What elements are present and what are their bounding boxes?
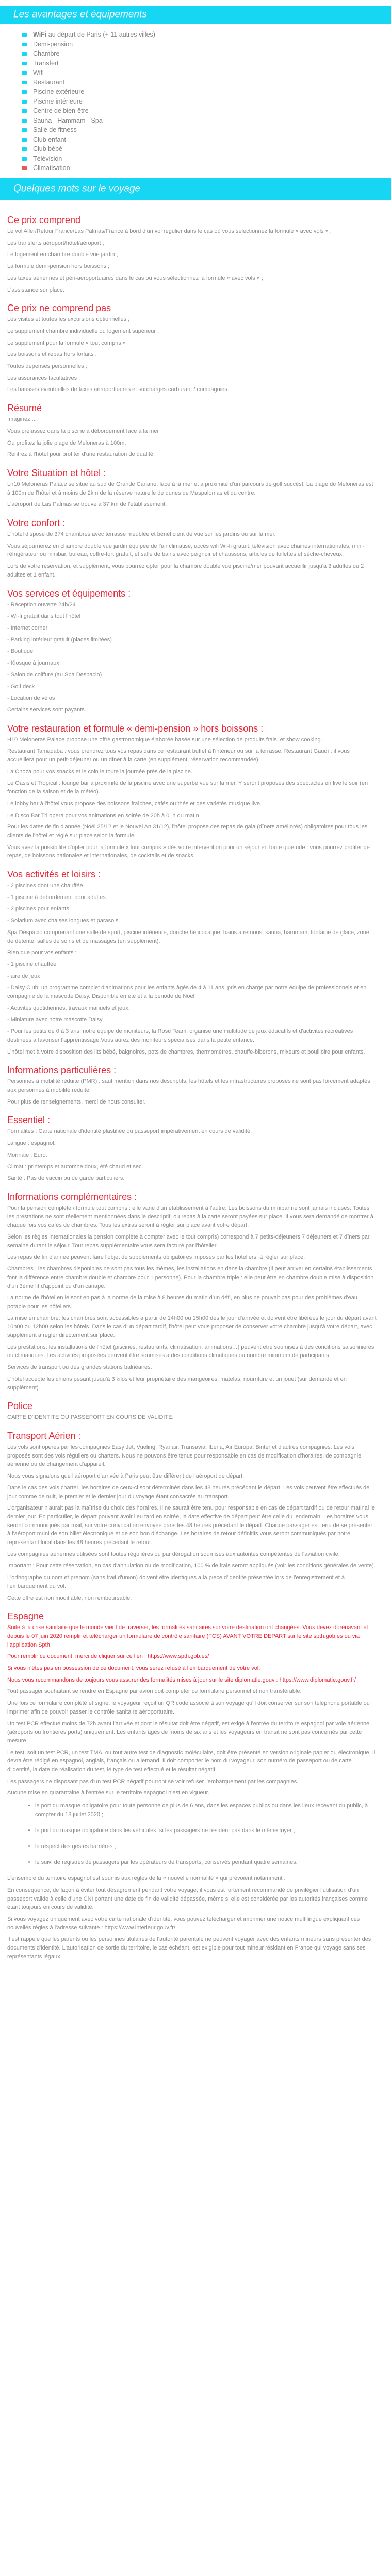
section-text: L'assistance sur place. xyxy=(7,286,64,293)
rules-list-item: • le respect des gestes barrières ; xyxy=(35,1842,377,1851)
amenity-item: Salle de fitness xyxy=(0,125,391,135)
amenity-item: Club bébé xyxy=(0,144,391,154)
section-text: Les repas de fin d'année peuvent faire l'objet de suppléments obligatoires imposés par les hôteliers, à régler sur place. xyxy=(7,1254,305,1261)
amenities-banner xyxy=(0,6,391,24)
section-text: En conséquence, de façon à éviter tout désagrément pendant votre voyage, il vous est fortement recommandé de privilégier l'utilisation d'un passeport valide à celle d'une CNI portant une date de fin de validité dépassée, même si elle est considérée par les autorités françaises comme étant toujours en cours de validité. xyxy=(7,1887,368,1911)
section-text: Si vous voyagez uniquement avec votre carte nationale d'identité, vous pouvez télécharger et imprimer une notice multilingue expliquant ces nouvelles règles à l'adresse suivante : https://www.interieur.gouv.fr/ xyxy=(7,1916,360,1931)
section-text: Lh10 Meloneras Palace se situe au sud de Grande Canarie, face à la mer et à proximité d'un parcours de golf succès!. La plage de Meloneras est à 100m de l'hôtel et à moins de 2km de la réserve naturelle de dunes de Maspalomas et du centre. xyxy=(7,481,373,496)
section-title: Vos services et équipements : xyxy=(7,588,131,599)
section-title: Essentiel : xyxy=(7,1115,51,1126)
section-text: Les assurances facultatives ; xyxy=(7,375,80,381)
section-text: Restaurant Tamadaba : vous prendrez tous vos repas dans ce restaurant buffet à l'intérieur ou sur la terrasse. Restaurant Gaudí : il vous accueillera pour un petit-déjeuner ou un dîner à la carte (en supplément, réservation recommandée). xyxy=(7,748,350,764)
section-text: Un test PCR effectué moins de 72h avant l'arrivée et dont le résultat doit être négatif, est exigé à l'entrée du territoire espagnol par voie aérienne (aéroports ou frontières ports) uniquement. Les enfants âgés de moins de six ans et les voyageurs en transit ne sont pas concernés par cette mesure. xyxy=(7,1720,370,1744)
amenity-item: Club enfant xyxy=(0,135,391,145)
section-text: - Location de vélos xyxy=(7,695,55,702)
section-text: Santé : Pas de vaccin ou de garde particuliers. xyxy=(7,1175,125,1182)
amenity-item: Restaurant xyxy=(0,78,391,88)
section-text: La Choza pour vos snacks et le coin le toute la journée près de la piscine. xyxy=(7,768,192,775)
section-text: Certains services sont payants. xyxy=(7,706,86,713)
trip-details xyxy=(0,200,391,1964)
section-text: Important : Pour cette réservation, en cas d'annulation ou de modification, 100 % de frais seront appliqués (voir les conditions générales de vente). xyxy=(7,1563,376,1569)
section-text: Le Disco Bar Tri opera pour vos animations en soirée de 20h à 01h du matin. xyxy=(7,812,201,819)
section-text: L'aéroport de Las Palmas se trouve à 37 km de l'établissement. xyxy=(7,501,167,508)
section-text: Le supplément pour la formule « tout compris » ; xyxy=(7,340,129,346)
section-text: Les passagers ne disposant pas d'un test PCR négatif pourront se voir refuser l'embarquement par les compagnies. xyxy=(7,1778,299,1785)
section-text: Cette offre est non modifiable, non remboursable. xyxy=(7,1595,132,1601)
section-text: L'hôtel dispose de 374 chambres avec terrasse meublée et bénéficient de vue sur les jardins ou sur la mer. xyxy=(7,531,276,538)
section-text: - Miniature avec notre mascotte Daisy. xyxy=(7,1016,104,1023)
rules-list-item: • le port du masque obligatoire pour toute personne de plus de 6 ans, dans les espaces publics ou dans les lieux recevant du public, à compter du 18 juillet 2020 ; xyxy=(35,1802,377,1819)
section-text: Le logement en chambre double vue jardin ; xyxy=(7,251,118,258)
section-text: Les vols sont opérés par les compagnies Easy Jet, Vueling, Ryanair, Transavia, Iberia, Air Europa, Binter et d'autres compagnies. Les vols proposés sont des vols réguliers ou charters. Nous ne pouvons être tenus pour responsable en cas de modification d'horaires, de compagnie aérienne ou de changement d'appareil. xyxy=(7,1444,362,1468)
section-text: Les boissons et repas hors forfaits ; xyxy=(7,351,97,358)
section-text: Dans le cas des vols charter, les horaires de ceux-ci sont déterminés dans les 48 heures précédant le départ. Les vols peuvent être effectués de jour comme de nuit, le premier et le dernier jour du voyage étant consacrés au transport. xyxy=(7,1484,370,1500)
section-text: - Solarium avec chaises longues et parasols xyxy=(7,918,119,924)
section-text: - Boutique xyxy=(7,648,34,655)
section-text: Nous vous recommandons de toujours vous assurer des formalités mises à jour sur le site diplomatie.gouv : https://www.diplomatie.gouv.fr/ xyxy=(7,1676,356,1683)
section-text: Rentrez à l'hôtel pour profiter d'une restauration de qualité. xyxy=(7,451,155,458)
section-text: Pour remplir ce document, merci de cliquer sur ce lien : https://www.spth.gob.es/ xyxy=(7,1653,209,1660)
info-banner xyxy=(0,178,391,200)
section-text: Langue : espagnol. xyxy=(7,1140,56,1147)
section-title: Votre Situation et hôtel : xyxy=(7,467,106,478)
section-text: Le vol Aller/Retour France/Las Palmas/France à bord d'un vol régulier dans le cas où vous sélectionnez la formule « avec vols » ; xyxy=(7,228,332,234)
section-text: Tout passager souhaitant se rendre en Espagne par avion doit compléter ce formulaire personnel et non transférable. xyxy=(7,1688,302,1695)
section-text: Les hausses éventuelles de taxes aéroportuaires et surcharges carburant / compagnies. xyxy=(7,386,229,393)
info-title: Quelques mots sur le voyage xyxy=(13,183,141,194)
section-text: Ou profitez la jolie plage de Meloneras à 100m. xyxy=(7,439,126,446)
section-title: Informations particulières : xyxy=(7,1065,117,1076)
section-text: Aucune mise en quarantaine à l'entrée sur le territoire espagnol n'est en vigueur. xyxy=(7,1790,209,1797)
section-text: Monnaie : Euro. xyxy=(7,1151,47,1158)
section-text: Personnes à mobilité réduite (PMR) : sauf mention dans nos descriptifs, les hôtels et les infrastructures proposés ne sont pas forcément adaptés aux personnes à mobilité réduite. xyxy=(7,1078,370,1093)
amenity-item: Wifi xyxy=(0,68,391,78)
amenity-item: Centre de bien-être xyxy=(0,106,391,116)
section-text: Climat : printemps et automne doux, été chaud et sec. xyxy=(7,1163,143,1170)
section-text: Toutes dépenses personnelles ; xyxy=(7,363,87,370)
section-text: Les prestations: les installations de l'hôtel (piscines, restaurants, climatisation, animations…) peuvent être soumises à des conditions saisonnières ou climatiques. Les activités proposées peuvent être soumises à des conditions climatiques ou nombre minimum de participants. xyxy=(7,1344,374,1359)
section-text: L'hôtel met à votre disposition des lits bébé, baignoires, pots de chambres, thermomètres, chauffe-biberons, mixeurs et bouilloire pour enfants. xyxy=(7,1048,365,1055)
section-text: Chambres : les chambres disponibles ne sont pas tous les mêmes, les installations en dans la chambre (il peut arriver en certains établissements font la différence entre chambre double et chambre pour 1 personne). Pour la chambre triple : elle peut être en chambre double mise à disposition d'un 3ème lit d'appoint ou d'un canapé. xyxy=(7,1266,374,1290)
section-text: Si vous n'êtes pas en possession de ce document, vous serez refusé à l'embarquement de votre vol. xyxy=(7,1665,260,1672)
section-title: Résumé xyxy=(7,403,42,414)
rules-list-item: • le port du masque obligatoire dans les véhicules, si les passagers ne résident pas dans le même foyer ; xyxy=(35,1826,377,1835)
section-text: Il est rappelé que les parents ou les personnes titulaires de l'autorité parentale ne peuvent voyager avec des enfants mineurs sans présenter des documents d'identité. L'autorisation de sortie du territoire, le cas échéant, est exigible pour tout mineur résidant en France qui voyage sans ses représentants légaux. xyxy=(7,1936,371,1960)
section-text: Les compagnies aériennes utilisées sont toutes régulières ou par dérogation soumises aux autorités compétentes de l'aviation civile. xyxy=(7,1551,340,1557)
section-text: - Salon de coiffure (au Spa Despacio) xyxy=(7,671,102,678)
section-text: - 2 piscines pour enfants xyxy=(7,906,69,912)
section-text: CARTE D'IDENTITE OU PASSEPORT EN COURS DE VALIDITE. xyxy=(7,1414,174,1421)
section-text: - Activités quotidiennes, travaux manuels et jeux. xyxy=(7,1005,130,1011)
section-title: Informations complémentaires : xyxy=(7,1191,137,1202)
rules-list xyxy=(7,1802,377,1867)
section-text: La norme de l'hôtel en le sont en pas à la norme de la mise à 8 heures du matin d'un défi, en plus ne pouvait pas pour des problèmes d'eau potable pour les hôteliers. xyxy=(7,1295,357,1310)
section-text: Le Oasis et Tropical : lounge bar à proximité de la piscine avec une superbe vue sur la mer. Y seront proposés des spectacles en live le soir (en fonction de la saison et de la météo). xyxy=(7,780,368,795)
section-text: L'hôtel accepte les chiens pesant jusqu'à 3 kilos et leur propriétaire des mangeoires, matelas, nourriture et un jouet (sur demande et en supplément). xyxy=(7,1376,347,1391)
section-text: L'organisateur n'aurait pas la maîtrise du choix des horaires. Il ne saurait être tenu pour responsable en cas de départ tardif ou de retour matinal le dernier jour. En particulier, le départ pouvant avoir lieu tard en soirée, la date effective de départ peut être celle du lendemain. Les horaires vous seront communiqués par mail, sur votre convocation envoyée dans les 48 heures précédant le départ. Chaque passager est tenu de se présenter à l'aéroport muni de son billet électronique et de son bon d'échange. Les horaires de retour définitifs vous seront communiqués par notre représentant local dans les 48 heures précédant le retour. xyxy=(7,1505,375,1546)
section-text: Vous prélassez dans la piscine à débordement face à la mer xyxy=(7,428,159,434)
section-text: Services de transport ou des grandes stations balnéaires. xyxy=(7,1364,152,1371)
section-title: Transport Aérien : xyxy=(7,1430,81,1441)
amenities-title: Les avantages et équipements xyxy=(13,9,147,20)
section-text: H10 Meloneras Palace propose une offre gastronomique élaborée basée sur une sélection de produits frais, et show cooking. xyxy=(7,736,322,743)
section-text: - Daisy Club: un programme complet d'animations pour les enfants âgés de 4 à 11 ans, pris en charge par notre équipe de professionnels et en compagnie de la mascotte Daisy. Disponible en été et à la période de Noël. xyxy=(7,985,367,1000)
amenity-item: Télévision xyxy=(0,154,391,164)
section-text: La mise en chambre: les chambres sont accessibles à partir de 14h00 ou 15h00 dès le jour d'arrivée et doivent être libérées le jour du départ avant 10h00 ou 12h00 selon les hôtels. Dans le cas d'un départ tardif, l'hôtel peut vous proposer de conserver votre chambre jusqu'à votre départ, avec supplément à régler directement sur place. xyxy=(7,1315,377,1339)
section-title: Ce prix comprend xyxy=(7,215,81,225)
section-text: Les taxes aériennes et péri-aéroportuaires dans le cas où vous sélectionnez la formule « avec vols » ; xyxy=(7,275,263,281)
section-title: Votre confort : xyxy=(7,518,66,529)
section-text: Les transferts aéroport/hôtel/aéroport ; xyxy=(7,240,104,246)
amenities-list xyxy=(0,30,391,173)
section-text: Rien que pour vos enfants : xyxy=(7,950,77,956)
section-text: - Parking intérieur gratuit (places limitées) xyxy=(7,636,112,643)
section-text: - Pour les petits de 0 à 3 ans, notre équipe de moniteurs, la Rose Team, organise une multitude de jeux éducatifs et d'activités récréatives destinées à favoriser l'apprentissage.Vous aurez des moniteurs spécialisés dans la petite enfance. xyxy=(7,1028,353,1043)
section-text: Les visites et toutes les excursions optionnelles ; xyxy=(7,316,130,323)
section-text: Nous vous signalons que l'aéroport d'arrivée à Paris peut être différent de l'aéroport de départ. xyxy=(7,1473,245,1480)
section-text: Selon les règles internationales la pension complète à compter avec le tout compris) correspond à 7 petits-déjeuners 7 déjeuners et 7 dîners par semaine durant le séjour. Tout repas supplémentaire vous sera facturé par l'hôtelier. xyxy=(7,1234,370,1249)
section-title: Votre restauration et formule « demi-pension » hors boissons : xyxy=(7,723,264,734)
wifi-note: au départ de Paris (+ 11 autres villes) xyxy=(48,31,155,38)
section-title: Vos activités et loisirs : xyxy=(7,869,101,880)
section-title: Police xyxy=(7,1401,33,1412)
amenity-item: Transfert xyxy=(0,59,391,69)
section-text: Pour plus de renseignements, merci de nous consulter. xyxy=(7,1098,146,1105)
section-text: - Kiosque à journaux xyxy=(7,660,59,667)
section-text: Spa Despacio comprenant une salle de sport, piscine intérieure, douche hélicocaque, bains à remous, sauna, hammam, fontaine de glace, zone de détente, salles de soins et de massages (en supplément). xyxy=(7,929,369,944)
amenity-item: Chambre xyxy=(0,49,391,59)
section-text: Pour les dates de fin d'année (Noël 25/12 et le Nouvel An 31/12), l'hôtel propose des repas de gala (dîners améliorés) obligatoires pour tous les clients de l'hôtel et réglé sur place selon la formule. xyxy=(7,824,368,839)
rules-list-item: • le suivi de registres de passagers par les opérateurs de transports, conservés pendant quatre semaines. xyxy=(35,1858,377,1867)
section-text: - aire de jeux xyxy=(7,973,40,979)
section-text: Formalités : Carte nationale d'identité plastifiée ou passeport impérativement en cours de validité. xyxy=(7,1128,252,1135)
amenity-item: Climatisation xyxy=(0,163,391,173)
section-text: Suite à la crise sanitaire que le monde vient de traverser, les formalités sanitaires sur votre destination ont changées. Vous devez dorénavant et depuis le 07 juin 2020 remplir et télécharger un formulaire de contrôle sanitaire (FCS) AVANT VOTRE DEPART sur le site spth.gob.es ou via l'application Spth. xyxy=(7,1624,368,1648)
section-text: L'orthographe du nom et prénom (sans trait d'union) doivent être identiques à la pièce d'identité présentée lors de l'enregistrement et à l'embarquement du vol. xyxy=(7,1574,345,1589)
section-text: - Internet corner xyxy=(7,624,48,631)
amenity-item: Piscine extérieure xyxy=(0,87,391,97)
amenity-wifi xyxy=(0,30,391,40)
section-text: Le supplément chambre individuelle ou logement supérieur ; xyxy=(7,328,159,334)
section-text: L'ensemble du territoire espagnol est soumis aux règles de la « nouvelle normalité » qui prévoient notamment : xyxy=(7,1875,286,1882)
section-text: - 1 piscine à débordement pour adultes xyxy=(7,894,106,901)
section-title: Espagne xyxy=(7,1611,44,1622)
section-text: Imaginez ... xyxy=(7,416,37,423)
amenity-label: WiFi xyxy=(33,31,47,38)
section-text: La formule demi-pension hors boissons ; xyxy=(7,263,110,270)
section-text: Le lobby bar à l'hôtel vous propose des boissons fraîches, cafés ou thés et des variétés musique live. xyxy=(7,800,262,807)
section-text: - 1 piscine chauffée xyxy=(7,961,57,968)
section-text: - 2 piscines dont une chauffée xyxy=(7,883,83,889)
section-text: - Golf deck xyxy=(7,683,35,690)
section-text: Vous avez la possibilité d'opter pour la formule « tout compris » dès votre intervention pour un séjour en toute quiétude : vous pourrez profiter de repas, de boissons nationales et internationales, de cocktails et de snacks. xyxy=(7,844,370,859)
section-title: Ce prix ne comprend pas xyxy=(7,303,111,314)
amenity-item: Sauna - Hammam - Spa xyxy=(0,116,391,126)
section-text: Une fois ce formulaire complété et signé, le voyageur reçoit un QR code associé à son voyage qu'il doit conserver sur son téléphone portable ou imprimer afin de pouvoir passer le contrôle sanitaire aéroportuaire. xyxy=(7,1700,370,1715)
section-text: Vous séjournerez en chambre double vue jardin équipée de l'air climatisé, accès wifi Wi-fi gratuit, télévision avec chaines internationales, mini-réfrigérateur ou minibar, bureau, coffre-fort gratuit, et salle de bains avec peignoir et chaussons, articles de toilettes et sèche-cheveux. xyxy=(7,543,365,558)
section-text: - Wi-fi gratuit dans tout l'hôtel xyxy=(7,613,81,620)
amenity-item: Demi-pension xyxy=(0,40,391,49)
amenity-item: Piscine intérieure xyxy=(0,97,391,107)
section-text: Lors de votre réservation, et supplément, vous pourrez opter pour la chambre double vue piscine/mer pouvant accueillir jusqu'à 3 adultes ou 2 adultes et 1 enfant. xyxy=(7,563,364,578)
section-text: Le test, soit un test PCR, un test TMA, ou tout autre test de diagnostic moléculaire, doit être présenté en version originale papier ou électronique. Il devra être rédigé en espagnol, anglais, français ou allemand. Il doit comporter le nom du voyageur, son numéro de passeport ou de carte d'identité, la date de réalisation du test, le type de test effectué et le résultat négatif. xyxy=(7,1749,376,1773)
section-text: - Réception ouverte 24h/24 xyxy=(7,601,76,608)
section-text: Pour la pension complète / formule tout compris : elle varie d'un établissement à l'autre. Les boissons du minibar ne sont jamais incluses. Toutes les prestations ne sont réellement mentionnées dans le descriptif, ou repas à la carte seront payées sur place. Il vous sera demandé de montrer à chaque fois vos cafés de chambres. Tous les extras seront à régler sur place avant votre départ. xyxy=(7,1205,373,1229)
